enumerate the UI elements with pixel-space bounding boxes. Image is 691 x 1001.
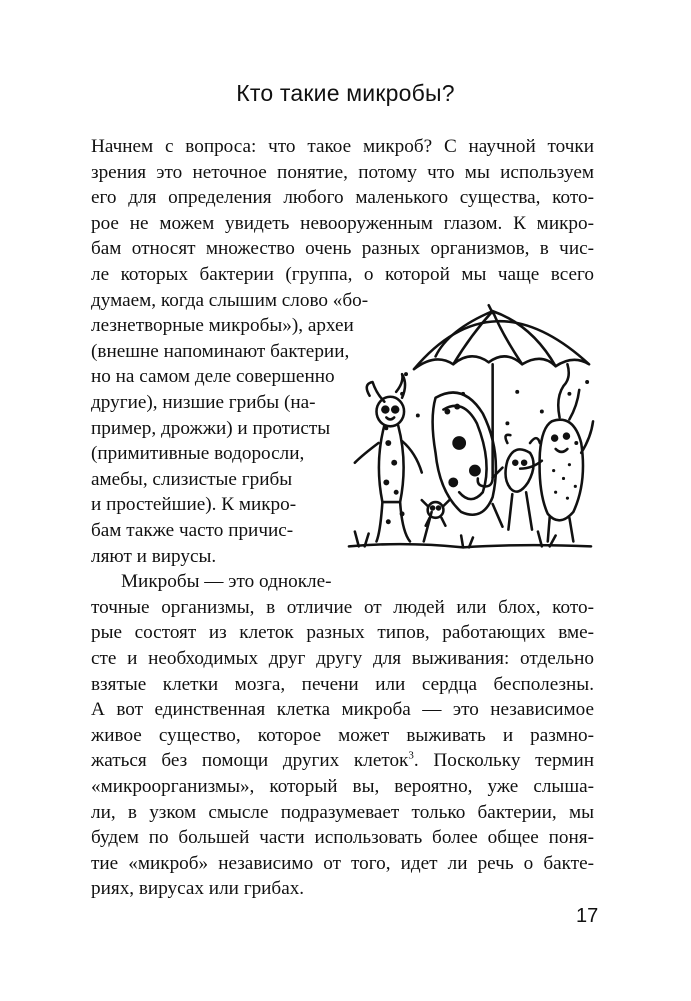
text-line: амебы, слизистые грибы: [91, 468, 293, 490]
text-line: лезнетворные микробы»), археи: [91, 315, 354, 337]
text-line: ле которых бактерии (группа, о которой мы чаще всего: [91, 264, 594, 285]
text-line: пример, дрожжи) и протисты: [91, 417, 331, 439]
text-fragment: жаться без помощи других клеток: [91, 750, 409, 772]
text-line: его для определения любого маленького существа, кото-: [91, 187, 594, 209]
text-line: сте и необходимых друг другу для выживания: отдельно: [91, 648, 594, 669]
text-line: рые состоят из клеток разных типов, работающих вме-: [91, 622, 594, 644]
page-number: 17: [576, 905, 599, 927]
text-line: живое существо, которое может выживать и размно-: [91, 724, 594, 746]
text-line: думаем, когда слышим слово «бо-: [91, 289, 369, 311]
text-line: ляют и вирусы.: [91, 545, 217, 567]
text-line: ли, в узком смысле подразумевает только бактерии, мы: [91, 801, 594, 823]
text-line: бам относят множество очень разных организмов, в чис-: [91, 238, 594, 260]
text-line: точные организмы, в отличие от людей или блох, кото-: [91, 596, 594, 618]
text-line: (внешне напоминают бактерии,: [91, 340, 350, 362]
text-line: А вот единственная клетка микроба — это независимое: [91, 699, 594, 721]
text-line: (примитивные водоросли,: [91, 443, 305, 465]
text-line: другие), низшие грибы (на-: [91, 392, 316, 413]
text-line: бам также часто причис-: [91, 520, 294, 541]
text-line: тие «микроб» независимо от того, идет ли речь о бакте-: [91, 852, 594, 874]
text-line: Начнем с вопроса: что такое микроб? С научной точки: [91, 136, 594, 157]
footnote-marker[interactable]: 3: [408, 750, 414, 762]
page-title: Кто такие микробы?: [236, 80, 455, 106]
text-line: и простейшие). К микро-: [91, 494, 297, 516]
text-line: Микробы — это однокле-: [121, 571, 332, 593]
text-line: «микроорганизмы», который вы, вероятно, уже слыша-: [91, 776, 594, 797]
text-line-with-footnote: [91, 748, 594, 774]
text-line: рое не можем увидеть невооруженным глазом. К микро-: [91, 212, 594, 234]
text-fragment: . Поскольку термин: [413, 750, 594, 772]
text-line: но на самом деле совершенно: [91, 366, 335, 388]
microbes-umbrella-illustration: [345, 280, 595, 572]
text-line: будем по большей части использовать более общее поня-: [91, 827, 594, 849]
text-line: риях, вирусах или грибах.: [91, 878, 305, 900]
text-line: взятые клетки мозга, печени или сердца бесполезны.: [91, 673, 594, 695]
text-line: зрения это неточное понятие, потому что мы используем: [91, 161, 594, 183]
